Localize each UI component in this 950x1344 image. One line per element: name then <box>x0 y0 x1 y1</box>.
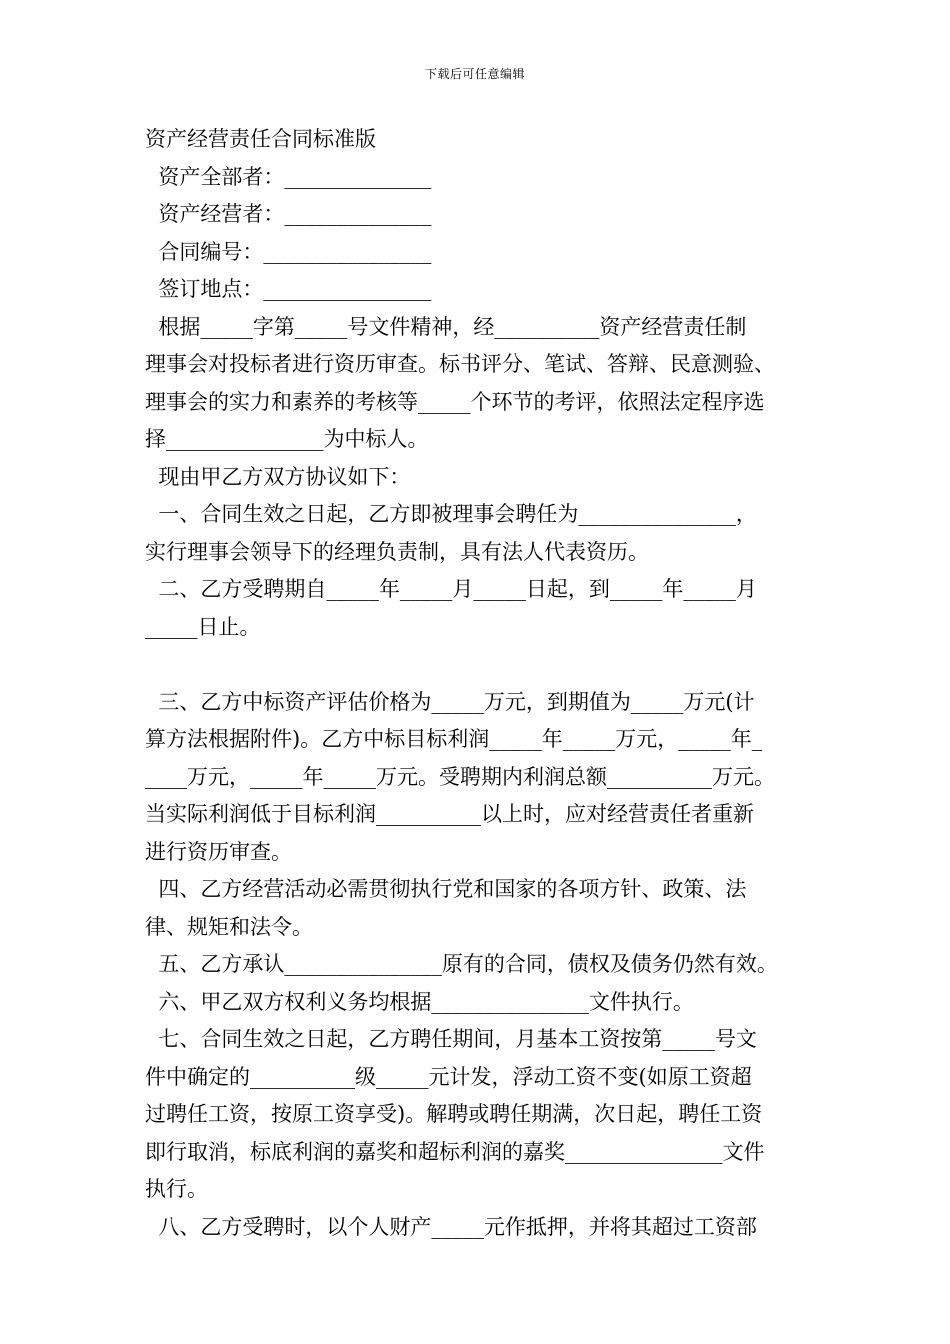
paragraph-preamble-line-4: 择_______________为中标人。 <box>145 427 429 451</box>
clause-3-line-3: ____万元，_____年_____万元。受聘期内利润总额__________万元。 <box>145 764 775 789</box>
page-header-note: 下载后可任意编辑 <box>424 67 525 81</box>
clause-2-line-2: _____日止。 <box>145 614 261 639</box>
document-title: 资产经营责任合同标准版 <box>145 127 376 151</box>
clause-3-line-1: 三、乙方中标资产评估价格为_____万元，到期值为_____万元(计 <box>145 689 755 714</box>
paragraph-preamble-line-2: 理事会对投标者进行资历审查。标书评分、笔试、答辩、民意测验、 <box>145 352 775 376</box>
clause-7-line-5: 执行。 <box>145 1177 208 1201</box>
clause-5: 五、乙方承认_______________原有的合同，债权及债务仍然有效。 <box>145 952 778 976</box>
paragraph-agreement-intro: 现由甲乙方双方协议如下： <box>145 464 411 489</box>
clause-3-line-5: 进行资历审查。 <box>145 839 292 864</box>
clause-6: 六、甲乙双方权利义务均根据_______________文件执行。 <box>145 989 694 1014</box>
clause-7-line-4: 即行取消，标底利润的嘉奖和超标利润的嘉奖_______________文件 <box>145 1139 765 1164</box>
clause-4-line-2: 律、规矩和法令。 <box>145 914 313 939</box>
clause-7-line-3: 过聘任工资，按原工资享受)。解聘或聘任期满，次日起，聘任工资 <box>145 1102 763 1126</box>
clause-1-line-1: 一、合同生效之日起，乙方即被理事会聘任为_______________， <box>145 502 757 526</box>
field-asset-operator: 资产经营者：______________ <box>145 202 432 226</box>
clause-8-line-1: 八、乙方受聘时，以个人财产_____元作抵押，并将其超过工资部 <box>145 1214 757 1239</box>
clause-2-line-1: 二、乙方受聘期自_____年_____月_____日起，到_____年_____月 <box>145 577 757 601</box>
field-signing-place: 签订地点：________________ <box>145 277 432 301</box>
clause-7-line-1: 七、合同生效之日起，乙方聘任期间，月基本工资按第_____号文 <box>145 1027 757 1051</box>
clause-3-line-2: 算方法根据附件)。乙方中标目标利润_____年_____万元，_____年_ <box>145 727 763 751</box>
clause-4-line-1: 四、乙方经营活动必需贯彻执行党和国家的各项方针、政策、法 <box>145 877 747 901</box>
paragraph-preamble-line-3: 理事会的实力和素养的考核等_____个环节的考评，依照法定程序选 <box>145 389 765 414</box>
contract-body <box>145 121 825 1246</box>
clause-7-line-2: 件中确定的__________级_____元计发，浮动工资不变(如原工资超 <box>145 1064 752 1089</box>
field-contract-number: 合同编号：________________ <box>145 239 432 264</box>
clause-1-line-2: 实行理事会领导下的经理负责制，具有法人代表资历。 <box>145 539 649 564</box>
field-asset-owner: 资产全部者：______________ <box>145 164 432 189</box>
clause-3-line-4: 当实际利润低于目标利润__________以上时，应对经营责任者重新 <box>145 802 754 826</box>
paragraph-preamble-line-1: 根据_____字第_____号文件精神，经__________资产经营责任制 <box>145 314 747 339</box>
